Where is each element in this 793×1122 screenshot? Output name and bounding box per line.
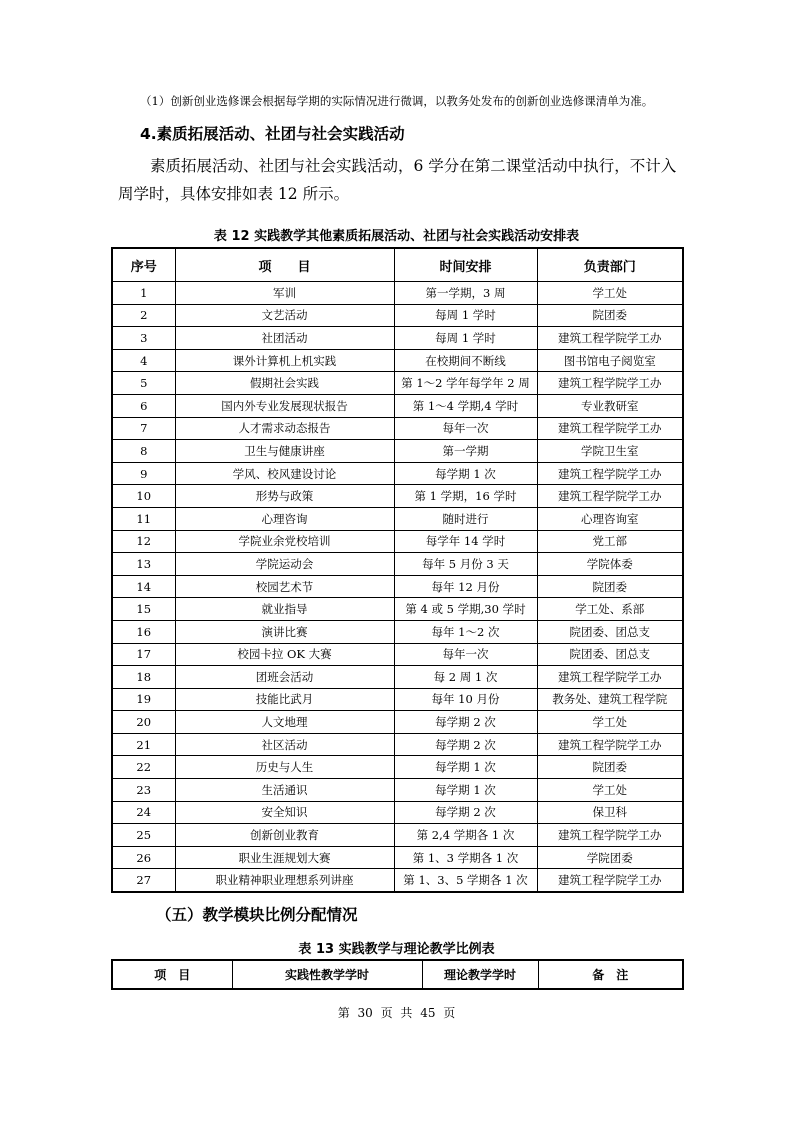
table-row xyxy=(112,846,683,869)
ratio-table xyxy=(111,959,684,990)
cell-item: 人才需求动态报告 xyxy=(175,417,394,440)
cell-index: 15 xyxy=(112,598,175,621)
cell-index: 10 xyxy=(112,485,175,508)
page-footer: 第 30 页 共 45 页 xyxy=(337,1006,456,1020)
cell-item: 校园艺术节 xyxy=(175,575,394,598)
section-heading-5: （五）教学模块比例分配情况 xyxy=(156,906,358,924)
cell-item: 历史与人生 xyxy=(175,756,394,779)
cell-department: 院团委、团总支 xyxy=(537,620,683,643)
cell-index: 21 xyxy=(112,733,175,756)
cell-schedule: 每年一次 xyxy=(394,417,537,440)
table-row xyxy=(112,440,683,463)
cell-index: 16 xyxy=(112,620,175,643)
cell-schedule: 每学期 1 次 xyxy=(394,779,537,802)
cell-item: 社区活动 xyxy=(175,733,394,756)
cell-department: 图书馆电子阅览室 xyxy=(537,349,683,372)
cell-item: 校园卡拉 OK 大赛 xyxy=(175,643,394,666)
cell-schedule: 第一学期 xyxy=(394,440,537,463)
cell-schedule: 每学期 2 次 xyxy=(394,711,537,734)
table-row xyxy=(112,282,683,305)
table-row xyxy=(112,824,683,847)
cell-index: 8 xyxy=(112,440,175,463)
cell-department: 院团委 xyxy=(537,756,683,779)
cell-index: 27 xyxy=(112,869,175,892)
cell-index: 24 xyxy=(112,801,175,824)
table-row xyxy=(112,530,683,553)
cell-department: 建筑工程学院学工办 xyxy=(537,417,683,440)
cell-schedule: 每学期 2 次 xyxy=(394,801,537,824)
header-practice-hours: 实践性教学学时 xyxy=(232,960,422,989)
cell-department: 学工处 xyxy=(537,779,683,802)
cell-index: 6 xyxy=(112,394,175,417)
cell-index: 23 xyxy=(112,779,175,802)
table-row xyxy=(112,575,683,598)
table-header-row xyxy=(112,248,683,282)
cell-department: 教务处、建筑工程学院 xyxy=(537,688,683,711)
table-12-caption: 表 12 实践教学其他素质拓展活动、社团与社会实践活动安排表 xyxy=(213,229,580,244)
table-row xyxy=(112,394,683,417)
cell-item: 创新创业教育 xyxy=(175,824,394,847)
cell-item: 技能比武月 xyxy=(175,688,394,711)
table-row xyxy=(112,733,683,756)
cell-schedule: 随时进行 xyxy=(394,507,537,530)
cell-item: 社团活动 xyxy=(175,327,394,350)
header-department: 负责部门 xyxy=(537,248,683,282)
cell-item: 学院运动会 xyxy=(175,553,394,576)
table-row xyxy=(112,643,683,666)
cell-index: 13 xyxy=(112,553,175,576)
cell-department: 学院体委 xyxy=(537,553,683,576)
table-row xyxy=(112,372,683,395)
cell-index: 7 xyxy=(112,417,175,440)
table-row xyxy=(112,869,683,892)
table-row xyxy=(112,304,683,327)
cell-schedule: 第 4 或 5 学期,30 学时 xyxy=(394,598,537,621)
cell-item: 职业精神职业理想系列讲座 xyxy=(175,869,394,892)
cell-item: 学院业余党校培训 xyxy=(175,530,394,553)
cell-department: 院团委 xyxy=(537,304,683,327)
cell-schedule: 每年 12 月份 xyxy=(394,575,537,598)
cell-item: 国内外专业发展现状报告 xyxy=(175,394,394,417)
cell-index: 3 xyxy=(112,327,175,350)
cell-schedule: 每年 1～2 次 xyxy=(394,620,537,643)
cell-department: 心理咨询室 xyxy=(537,507,683,530)
cell-item: 军训 xyxy=(175,282,394,305)
cell-item: 团班会活动 xyxy=(175,666,394,689)
cell-item: 安全知识 xyxy=(175,801,394,824)
cell-item: 课外计算机上机实践 xyxy=(175,349,394,372)
table-13-caption: 表 13 实践教学与理论教学比例表 xyxy=(298,942,495,957)
table-row xyxy=(112,507,683,530)
cell-schedule: 每学期 1 次 xyxy=(394,462,537,485)
cell-schedule: 每年一次 xyxy=(394,643,537,666)
cell-department: 院团委、团总支 xyxy=(537,643,683,666)
table-row xyxy=(112,462,683,485)
table-row xyxy=(112,349,683,372)
cell-schedule: 第 1、3、5 学期各 1 次 xyxy=(394,869,537,892)
cell-schedule: 在校期间不断线 xyxy=(394,349,537,372)
cell-index: 18 xyxy=(112,666,175,689)
cell-index: 20 xyxy=(112,711,175,734)
cell-department: 院团委 xyxy=(537,575,683,598)
cell-schedule: 每周 1 学时 xyxy=(394,304,537,327)
cell-index: 4 xyxy=(112,349,175,372)
table-row xyxy=(112,711,683,734)
header-item: 项 目 xyxy=(175,248,394,282)
header-schedule: 时间安排 xyxy=(394,248,537,282)
cell-department: 学院卫生室 xyxy=(537,440,683,463)
header-theory-hours: 理论教学学时 xyxy=(422,960,538,989)
cell-department: 专业教研室 xyxy=(537,394,683,417)
cell-item: 文艺活动 xyxy=(175,304,394,327)
table-row xyxy=(112,779,683,802)
header-index: 序号 xyxy=(112,248,175,282)
cell-item: 心理咨询 xyxy=(175,507,394,530)
table-row xyxy=(112,327,683,350)
table-header-row xyxy=(112,960,683,989)
cell-department: 建筑工程学院学工办 xyxy=(537,666,683,689)
cell-schedule: 第 1～2 学年每学年 2 周 xyxy=(394,372,537,395)
cell-item: 生活通识 xyxy=(175,779,394,802)
cell-department: 党工部 xyxy=(537,530,683,553)
table-row xyxy=(112,485,683,508)
cell-index: 22 xyxy=(112,756,175,779)
cell-item: 假期社会实践 xyxy=(175,372,394,395)
cell-item: 形势与政策 xyxy=(175,485,394,508)
cell-schedule: 第 1 学期，16 学时 xyxy=(394,485,537,508)
cell-schedule: 每年 5 月份 3 天 xyxy=(394,553,537,576)
header-remarks: 备 注 xyxy=(538,960,683,989)
cell-index: 14 xyxy=(112,575,175,598)
cell-index: 5 xyxy=(112,372,175,395)
cell-schedule: 第 1、3 学期各 1 次 xyxy=(394,846,537,869)
cell-index: 17 xyxy=(112,643,175,666)
cell-item: 学风、校风建设讨论 xyxy=(175,462,394,485)
cell-index: 9 xyxy=(112,462,175,485)
footnote-text: （1）创新创业选修课会根据每学期的实际情况进行微调，以教务处发布的创新创业选修课清单为准。 xyxy=(140,94,654,108)
cell-schedule: 每年 10 月份 xyxy=(394,688,537,711)
cell-department: 学工处 xyxy=(537,282,683,305)
cell-item: 人文地理 xyxy=(175,711,394,734)
table-row xyxy=(112,801,683,824)
cell-item: 职业生涯规划大赛 xyxy=(175,846,394,869)
table-row xyxy=(112,598,683,621)
cell-index: 25 xyxy=(112,824,175,847)
cell-department: 建筑工程学院学工办 xyxy=(537,372,683,395)
section-heading-4: 4.素质拓展活动、社团与社会实践活动 xyxy=(140,125,405,143)
cell-schedule: 每周 1 学时 xyxy=(394,327,537,350)
cell-schedule: 每学期 2 次 xyxy=(394,733,537,756)
cell-department: 保卫科 xyxy=(537,801,683,824)
cell-department: 建筑工程学院学工办 xyxy=(537,869,683,892)
cell-schedule: 每学期 1 次 xyxy=(394,756,537,779)
cell-schedule: 第 1～4 学期,4 学时 xyxy=(394,394,537,417)
cell-department: 建筑工程学院学工办 xyxy=(537,733,683,756)
cell-schedule: 第 2,4 学期各 1 次 xyxy=(394,824,537,847)
table-row xyxy=(112,688,683,711)
cell-department: 学工处 xyxy=(537,711,683,734)
cell-index: 19 xyxy=(112,688,175,711)
table-row xyxy=(112,553,683,576)
cell-index: 2 xyxy=(112,304,175,327)
cell-department: 建筑工程学院学工办 xyxy=(537,327,683,350)
table-row xyxy=(112,666,683,689)
cell-index: 11 xyxy=(112,507,175,530)
table-body xyxy=(112,282,683,893)
cell-schedule: 第一学期，3 周 xyxy=(394,282,537,305)
cell-index: 1 xyxy=(112,282,175,305)
activity-schedule-table xyxy=(111,247,684,893)
header-item: 项 目 xyxy=(112,960,232,989)
cell-index: 26 xyxy=(112,846,175,869)
cell-department: 建筑工程学院学工办 xyxy=(537,462,683,485)
section-paragraph: 素质拓展活动、社团与社会实践活动，6 学分在第二课堂活动中执行，不计入周学时，具体安排如表 12 所示。 xyxy=(118,157,677,203)
cell-index: 12 xyxy=(112,530,175,553)
cell-item: 就业指导 xyxy=(175,598,394,621)
table-row xyxy=(112,417,683,440)
cell-department: 建筑工程学院学工办 xyxy=(537,485,683,508)
cell-department: 学工处、系部 xyxy=(537,598,683,621)
cell-item: 演讲比赛 xyxy=(175,620,394,643)
cell-department: 建筑工程学院学工办 xyxy=(537,824,683,847)
cell-item: 卫生与健康讲座 xyxy=(175,440,394,463)
table-row xyxy=(112,756,683,779)
cell-department: 学院团委 xyxy=(537,846,683,869)
table-row xyxy=(112,620,683,643)
cell-schedule: 每 2 周 1 次 xyxy=(394,666,537,689)
cell-schedule: 每学年 14 学时 xyxy=(394,530,537,553)
